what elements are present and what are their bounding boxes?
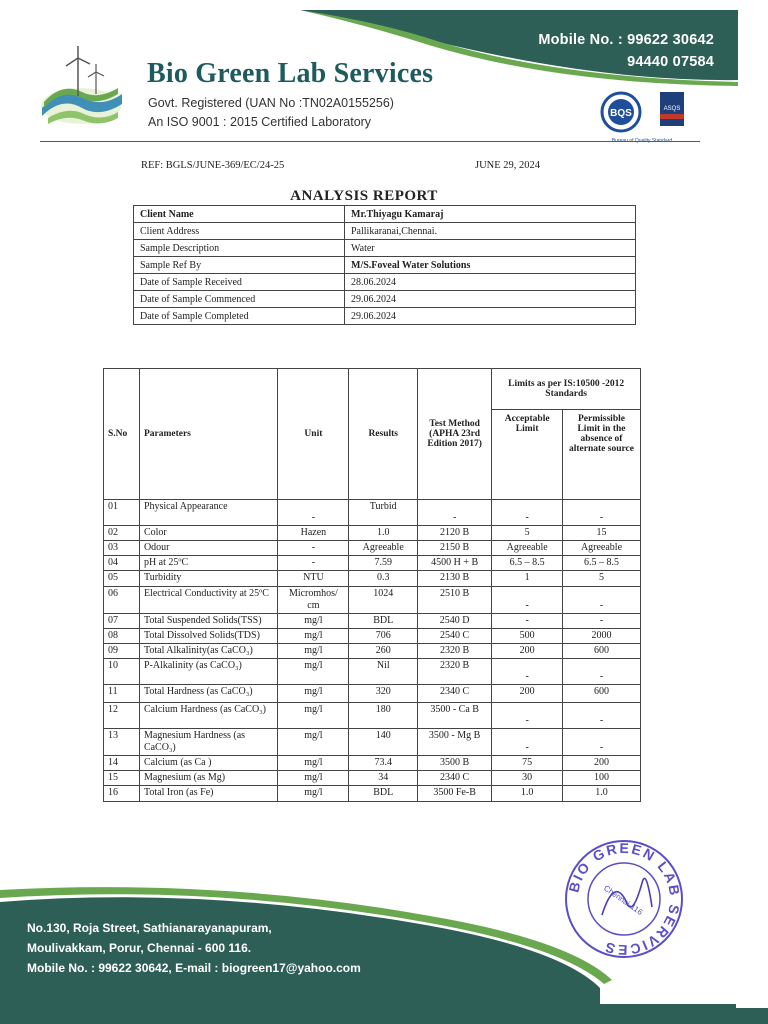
cell-permissible-limit: - (562, 614, 640, 629)
cell-unit: mg/l (278, 644, 349, 659)
client-info-value: 29.06.2024 (345, 308, 636, 325)
cell-sno: 06 (104, 587, 140, 614)
header-divider (40, 141, 700, 142)
client-info-row (134, 206, 636, 223)
cell-test-method: 3500 B (417, 756, 491, 771)
cell-permissible-limit: 600 (562, 685, 640, 703)
cell-sno: 05 (104, 571, 140, 587)
cell-result: BDL (349, 786, 417, 802)
client-info-row (134, 291, 636, 308)
cell-parameter: Total Alkalinity(as CaCO₃) (139, 644, 277, 659)
report-title: ANALYSIS REPORT (290, 188, 438, 204)
client-info-value: M/S.Foveal Water Solutions (345, 257, 636, 274)
cell-acceptable-limit: 6.5 – 8.5 (492, 556, 563, 571)
cell-result: Agreeable (349, 541, 417, 556)
cell-parameter: pH at 25ºC (139, 556, 277, 571)
client-info-value: 29.06.2024 (345, 291, 636, 308)
contact-line: Mobile No. : 99622 30642, E-mail : biogreen17@yahoo.com (27, 961, 361, 975)
col-header-results: Results (349, 369, 417, 500)
mobile-numbers (538, 29, 714, 73)
cell-sno: 09 (104, 644, 140, 659)
cell-test-method: 3500 - Mg B (417, 729, 491, 756)
cell-result: 140 (349, 729, 417, 756)
cell-parameter: Calcium Hardness (as CaCO₃) (139, 703, 277, 729)
col-header-parameters: Parameters (139, 369, 277, 500)
cell-test-method: 3500 Fe-B (417, 786, 491, 802)
client-info-row (134, 240, 636, 257)
cell-sno: 08 (104, 629, 140, 644)
stamp-center-text: Chennai-116 (602, 883, 645, 917)
certification-badges (596, 90, 688, 144)
cell-unit: mg/l (278, 756, 349, 771)
cell-result: 0.3 (349, 571, 417, 587)
client-info-table (133, 205, 636, 325)
lab-seal-stamp (562, 837, 686, 961)
cell-acceptable-limit: 30 (492, 771, 563, 786)
cell-permissible-limit: 6.5 – 8.5 (562, 556, 640, 571)
cell-parameter: Total Hardness (as CaCO₃) (139, 685, 277, 703)
cell-permissible-limit: 600 (562, 644, 640, 659)
address-line-1: No.130, Roja Street, Sathianarayanapuram, (27, 921, 272, 935)
cell-test-method: 4500 H + B (417, 556, 491, 571)
cell-sno: 04 (104, 556, 140, 571)
cell-parameter: Calcium (as Ca ) (139, 756, 277, 771)
results-row (104, 756, 641, 771)
cell-unit: NTU (278, 571, 349, 587)
client-info-label: Date of Sample Completed (134, 308, 345, 325)
cell-permissible-limit: - (562, 500, 640, 526)
cell-sno: 15 (104, 771, 140, 786)
cell-test-method: 2120 B (417, 526, 491, 541)
cell-unit: - (278, 500, 349, 526)
cell-test-method: 2540 C (417, 629, 491, 644)
cell-sno: 02 (104, 526, 140, 541)
cell-sno: 01 (104, 500, 140, 526)
cell-result: Turbid (349, 500, 417, 526)
cell-test-method: 2340 C (417, 685, 491, 703)
cell-test-method: 2150 B (417, 541, 491, 556)
footer-address (27, 918, 361, 978)
cell-sno: 03 (104, 541, 140, 556)
client-info-label: Sample Ref By (134, 257, 345, 274)
client-info-row (134, 308, 636, 325)
cell-permissible-limit: - (562, 587, 640, 614)
results-table (103, 368, 641, 802)
cell-unit: mg/l (278, 659, 349, 685)
cell-parameter: Color (139, 526, 277, 541)
results-row (104, 500, 641, 526)
cell-sno: 10 (104, 659, 140, 685)
registration-text: Govt. Registered (UAN No :TN02A0155256) (148, 96, 394, 110)
client-info-row (134, 223, 636, 240)
cell-test-method: 2540 D (417, 614, 491, 629)
cell-permissible-limit: 15 (562, 526, 640, 541)
cell-parameter: P-Alkalinity (as CaCO₃) (139, 659, 277, 685)
cell-result: 1024 (349, 587, 417, 614)
cell-acceptable-limit: 1.0 (492, 786, 563, 802)
report-date: JUNE 29, 2024 (475, 160, 541, 171)
cell-permissible-limit: 100 (562, 771, 640, 786)
cell-permissible-limit: 200 (562, 756, 640, 771)
cell-parameter: Total Suspended Solids(TSS) (139, 614, 277, 629)
client-info-row (134, 274, 636, 291)
client-info-label: Sample Description (134, 240, 345, 257)
client-info-value: Pallikaranai,Chennai. (345, 223, 636, 240)
client-info-value: Mr.Thiyagu Kamaraj (345, 206, 636, 223)
col-header-unit: Unit (278, 369, 349, 500)
results-row (104, 541, 641, 556)
stamp-ring-text: BIO GREEN LAB SERVICES (565, 839, 684, 959)
cell-result: 1.0 (349, 526, 417, 541)
cell-permissible-limit: 5 (562, 571, 640, 587)
cell-permissible-limit: 1.0 (562, 786, 640, 802)
cell-permissible-limit: 2000 (562, 629, 640, 644)
cell-result: 180 (349, 703, 417, 729)
cell-acceptable-limit: - (492, 703, 563, 729)
cell-acceptable-limit: 5 (492, 526, 563, 541)
bqs-logo-text: BQS (610, 108, 632, 119)
cell-sno: 11 (104, 685, 140, 703)
cell-unit: mg/l (278, 729, 349, 756)
cell-acceptable-limit: 200 (492, 644, 563, 659)
cell-parameter: Total Iron (as Fe) (139, 786, 277, 802)
results-row (104, 729, 641, 756)
cell-unit: Hazen (278, 526, 349, 541)
cell-sno: 16 (104, 786, 140, 802)
cell-unit: mg/l (278, 703, 349, 729)
cell-result: 7.59 (349, 556, 417, 571)
client-info-value: 28.06.2024 (345, 274, 636, 291)
client-info-label: Client Name (134, 206, 345, 223)
cell-result: 706 (349, 629, 417, 644)
cell-acceptable-limit: 500 (492, 629, 563, 644)
results-row (104, 644, 641, 659)
cell-sno: 07 (104, 614, 140, 629)
cell-acceptable-limit: - (492, 500, 563, 526)
cell-sno: 12 (104, 703, 140, 729)
cell-parameter: Electrical Conductivity at 25ºC (139, 587, 277, 614)
results-row (104, 685, 641, 703)
results-row (104, 703, 641, 729)
cell-parameter: Magnesium (as Mg) (139, 771, 277, 786)
cell-parameter: Turbidity (139, 571, 277, 587)
cell-acceptable-limit: Agreeable (492, 541, 563, 556)
cell-unit: - (278, 541, 349, 556)
results-row (104, 556, 641, 571)
cell-result: 260 (349, 644, 417, 659)
results-row (104, 786, 641, 802)
company-logo (38, 46, 124, 132)
cell-result: 73.4 (349, 756, 417, 771)
col-header-permissible: Permissible Limit in the absence of alternate source (562, 410, 640, 500)
cell-test-method: 2130 B (417, 571, 491, 587)
cell-acceptable-limit: 200 (492, 685, 563, 703)
cell-acceptable-limit: 75 (492, 756, 563, 771)
report-title-wrap (0, 188, 768, 205)
client-info-row (134, 257, 636, 274)
reference-number: REF: BGLS/JUNE-369/EC/24-25 (141, 160, 285, 171)
cell-result: BDL (349, 614, 417, 629)
cell-unit: mg/l (278, 771, 349, 786)
col-header-limits: Limits as per IS:10500 -2012 Standards (492, 369, 641, 410)
cell-test-method: 2320 B (417, 659, 491, 685)
cell-sno: 14 (104, 756, 140, 771)
cell-parameter: Total Dissolved Solids(TDS) (139, 629, 277, 644)
results-row (104, 659, 641, 685)
col-header-acceptable: Acceptable Limit (492, 410, 563, 500)
cell-unit: mg/l (278, 629, 349, 644)
cell-test-method: 2510 B (417, 587, 491, 614)
cell-permissible-limit: - (562, 729, 640, 756)
mobile-line-2: 94440 07584 (627, 54, 714, 70)
cell-permissible-limit: - (562, 703, 640, 729)
cell-acceptable-limit: 1 (492, 571, 563, 587)
results-row (104, 614, 641, 629)
cell-unit: mg/l (278, 614, 349, 629)
results-row (104, 526, 641, 541)
cell-result: 34 (349, 771, 417, 786)
mobile-line-1: Mobile No. : 99622 30642 (538, 32, 714, 48)
client-info-value: Water (345, 240, 636, 257)
cell-parameter: Odour (139, 541, 277, 556)
client-info-label: Date of Sample Received (134, 274, 345, 291)
asqs-logo-text: ASQS (663, 106, 681, 112)
cell-acceptable-limit: - (492, 659, 563, 685)
col-header-sno: S.No (104, 369, 140, 500)
cell-acceptable-limit: - (492, 729, 563, 756)
cell-sno: 13 (104, 729, 140, 756)
cell-unit: - (278, 556, 349, 571)
cell-unit: mg/l (278, 786, 349, 802)
results-row (104, 587, 641, 614)
client-info-label: Date of Sample Commenced (134, 291, 345, 308)
iso-certification-text: An ISO 9001 : 2015 Certified Laboratory (148, 115, 372, 129)
results-row (104, 771, 641, 786)
client-info-label: Client Address (134, 223, 345, 240)
cell-permissible-limit: Agreeable (562, 541, 640, 556)
cell-result: 320 (349, 685, 417, 703)
cell-acceptable-limit: - (492, 614, 563, 629)
company-name: Bio Green Lab Services (147, 58, 434, 89)
cell-unit: Micromhos/ cm (278, 587, 349, 614)
address-line-2: Moulivakkam, Porur, Chennai - 600 116. (27, 941, 252, 955)
cell-test-method: 2340 C (417, 771, 491, 786)
cell-result: Nil (349, 659, 417, 685)
cell-permissible-limit: - (562, 659, 640, 685)
results-row (104, 571, 641, 587)
results-row (104, 629, 641, 644)
cell-parameter: Magnesium Hardness (as CaCO₃) (139, 729, 277, 756)
cell-test-method: 3500 - Ca B (417, 703, 491, 729)
cell-acceptable-limit: - (492, 587, 563, 614)
col-header-test-method: Test Method (APHA 23rd Edition 2017) (417, 369, 491, 500)
cell-test-method: 2320 B (417, 644, 491, 659)
cell-unit: mg/l (278, 685, 349, 703)
cell-test-method: - (417, 500, 491, 526)
cell-parameter: Physical Appearance (139, 500, 277, 526)
